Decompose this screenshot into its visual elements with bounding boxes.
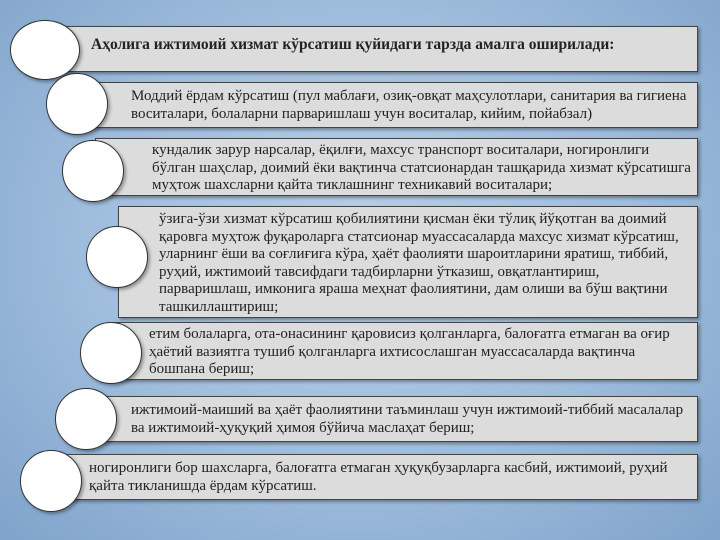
list-item-text: кундалик зарур нарсалар, ёқилғи, махсус транспорт воситалари, ногиронлиги бўлган шаҳслар, доимий ёки вақтинча статсионардан ташқарида хизмат кўрсатишга муҳтож шахсларни қайта тиклашнинг техникавий воситалари; [152,142,691,193]
list-item [96,396,698,442]
bullet-circle [80,322,142,384]
list-item [112,322,698,380]
bullet-circle [46,73,108,135]
title-box [60,26,698,72]
list-item-text: ногиронлиги бор шахсларга, балоғатга етмаган ҳуқуқбузарларга касбий, ижтимоий, руҳий қайта тикланишда ёрдам кўрсатиш. [89,460,668,494]
bullet-circle [10,20,80,80]
list-item-text: ижтимоий-маиший ва ҳаёт фаолиятини таъминлаш учун ижтимоий-тиббий масалалар ва ижтимоий-ҳуқуқий ҳимоя бўйича маслаҳат бериш; [131,402,684,436]
list-item [50,454,698,500]
list-item [78,82,698,128]
bullet-circle [62,140,124,202]
list-item [118,206,698,318]
list-item-text: етим болаларга, ота-онасининг қаровисиз қолганларга, балоғатга етмаган ва оғир ҳаётий вазиятга тушиб қолганларга ихтисослашган муассасаларда вақтинча бошпана бериш; [149,326,670,377]
bullet-circle [86,226,148,288]
list-item-text: ўзига-ўзи хизмат кўрсатиш қобилиятини қисман ёки тўлиқ йўқотган ва доимий қаровга муҳтож фуқароларга статсионар муассасаларда махсус хизмат кўрсатиш, уларнинг ёши ва соғлиғига кўра, ҳаёт фаолияти шароитларини яратиш, тиббий, руҳий, ижтимоий тавсифдаги тадбирларни ўтказиш, овқатлантириш, парваришлаш, имконига яраша меҳнат фаолиятини, дам олиши ва бўш вақтини ташкиллаштириш; [159,211,679,315]
list-item-text: Моддий ёрдам кўрсатиш (пул маблағи, озиқ-овқат маҳсулотлари, санитария ва гигиена воситалари, болаларни парваришлаш учун воситалар, кийим, пойабзал) [131,88,687,122]
bullet-circle [20,450,82,512]
list-item [95,138,698,196]
bullet-circle [55,388,117,450]
slide-title: Аҳолига ижтимоий хизмат кўрсатиш қуйидаги тарзда амалга оширилади: [91,36,615,53]
